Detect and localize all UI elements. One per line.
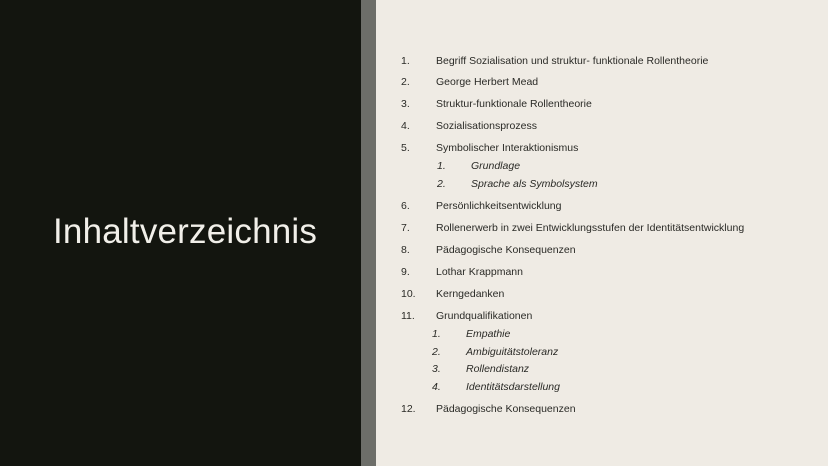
toc-subitem-11-4 (376, 379, 828, 395)
toc-item-number: 9. (401, 266, 410, 278)
divider-bar (361, 0, 376, 466)
toc-item-number: 12. (401, 403, 416, 415)
toc-subitem-5-2 (376, 176, 828, 192)
toc-item-8 (376, 242, 828, 258)
slide-title: Inhaltverzeichnis (53, 212, 318, 251)
toc-item-text: Begriff Sozialisation und struktur- funktionale Rollentheorie (436, 55, 709, 67)
toc-subitem-11-2 (376, 344, 828, 360)
toc-item-number: 1. (401, 55, 410, 67)
toc-item-number: 8. (401, 244, 410, 256)
toc-subitem-number: 1. (432, 328, 441, 340)
toc-item-text: Lothar Krappmann (436, 266, 523, 278)
toc-item-text: Struktur-funktionale Rollentheorie (436, 98, 592, 110)
toc-item-text: Sozialisationsprozess (436, 120, 537, 132)
toc-subitem-number: 4. (432, 381, 441, 393)
toc-item-10 (376, 286, 828, 302)
toc-subitem-text: Identitätsdarstellung (466, 381, 560, 393)
toc-subitem-text: Rollendistanz (466, 363, 530, 375)
toc-subitem-text: Empathie (466, 328, 511, 340)
toc-subitem-text: Grundlage (471, 160, 521, 172)
toc-item-number: 7. (401, 222, 410, 234)
toc-item-2 (376, 74, 828, 90)
toc-subitem-number: 2. (437, 178, 446, 190)
toc-item-11 (376, 308, 828, 324)
toc-item-number: 5. (401, 142, 410, 154)
toc-item-text: Rollenerwerb in zwei Entwicklungsstufen der Identitätsentwicklung (436, 222, 745, 234)
toc-item-number: 4. (401, 120, 410, 132)
toc-item-text: Pädagogische Konsequenzen (436, 403, 576, 415)
toc-subitem-number: 1. (437, 160, 446, 172)
toc-item-text: George Herbert Mead (436, 76, 539, 88)
toc-subitem-number: 2. (432, 346, 441, 358)
toc-item-text: Persönlichkeitsentwicklung (436, 200, 562, 212)
toc-item-text: Grundqualifikationen (436, 310, 533, 322)
toc-item-number: 10. (401, 288, 416, 300)
toc-subitem-number: 3. (432, 363, 441, 375)
toc-item-9 (376, 264, 828, 280)
toc-subitem-11-1 (376, 326, 828, 342)
toc-item-text: Symbolischer Interaktionismus (436, 142, 579, 154)
toc-subitem-5-1 (376, 158, 828, 174)
toc-item-number: 3. (401, 98, 410, 110)
toc-subitem-text: Sprache als Symbolsystem (471, 178, 598, 190)
toc-item-1 (376, 53, 828, 69)
toc-item-12 (376, 401, 828, 417)
toc-item-number: 11. (401, 310, 415, 322)
table-of-contents (376, 0, 828, 466)
toc-item-4 (376, 118, 828, 134)
toc-item-number: 6. (401, 200, 410, 212)
toc-item-7 (376, 220, 828, 236)
toc-subitem-text: Ambiguitätstoleranz (466, 346, 559, 358)
toc-item-6 (376, 198, 828, 214)
toc-item-5 (376, 140, 828, 156)
toc-item-number: 2. (401, 76, 410, 88)
toc-item-3 (376, 96, 828, 112)
toc-item-text: Pädagogische Konsequenzen (436, 244, 576, 256)
toc-item-text: Kerngedanken (436, 288, 505, 300)
toc-subitem-11-3 (376, 361, 828, 377)
left-panel (0, 0, 361, 466)
